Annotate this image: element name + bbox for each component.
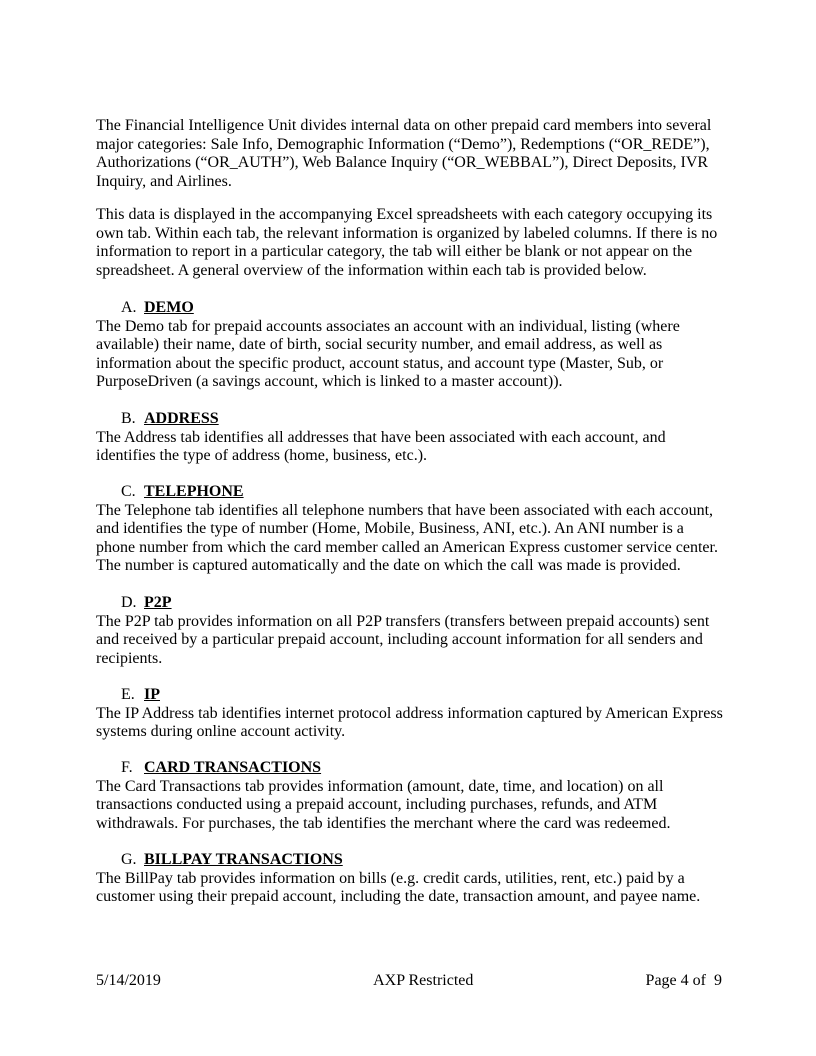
section-heading: BILLPAY TRANSACTIONS [144, 851, 343, 868]
section-body: The Card Transactions tab provides information (amount, date, time, and location) on all transactions conducted using a prepaid account, including purchases, refunds, and ATM withdrawals. For purchases, the tab identifies the merchant where the card was redeemed. [96, 777, 671, 832]
section-heading: TELEPHONE [144, 483, 244, 500]
section-ip [96, 686, 726, 742]
intro-paragraph: The Financial Intelligence Unit divides internal data on other prepaid card members into several major categories: Sale Info, Demographic Information (“Demo”), Redemptions (“OR_REDE”), Authorizations (“OR_AUTH”), Web Balance Inquiry (“OR_WEBBAL”), Direct Deposits, IVR Inquiry, and Airlines. [96, 117, 712, 190]
section-body: The Demo tab for prepaid accounts associates an account with an individual, listing (where available) their name, date of birth, social security number, and email address, as well as information about the specific product, account status, and account type (Master, Sub, or PurposeDriven (a savings account, which is linked to a master account)). [96, 317, 680, 390]
section-billpay-transactions [96, 851, 726, 907]
section-letter: E. [121, 686, 135, 703]
footer-date: 5/14/2019 [96, 972, 161, 989]
section-body: The BillPay tab provides information on bills (e.g. credit cards, utilities, rent, etc.) paid by a customer using their prepaid account, including the date, transaction amount, and payee name. [96, 869, 701, 905]
section-telephone [96, 483, 726, 576]
section-heading: CARD TRANSACTIONS [144, 759, 322, 776]
section-letter: F. [121, 759, 133, 776]
section-demo [96, 299, 726, 392]
section-letter: A. [121, 299, 137, 316]
section-heading: P2P [144, 594, 172, 611]
footer-page-number: Page 4 of 9 [645, 972, 722, 989]
footer-classification: AXP Restricted [373, 972, 474, 989]
section-body: The Telephone tab identifies all telephone numbers that have been associated with each account, and identifies the type of number (Home, Mobile, Business, ANI, etc.). An ANI number is a phone number from which the card member called an American Express customer service center. The number is captured automatically and the date on which the call was made is provided. [96, 501, 718, 574]
section-body: The P2P tab provides information on all P2P transfers (transfers between prepaid accounts) sent and received by a particular prepaid account, including account information for all senders and recipients. [96, 612, 710, 667]
page-footer [96, 972, 722, 991]
section-heading: ADDRESS [144, 410, 219, 427]
section-card-transactions [96, 759, 726, 833]
section-address [96, 410, 726, 466]
section-body: The IP Address tab identifies internet protocol address information captured by American Express systems during online account activity. [96, 704, 723, 740]
section-letter: B. [121, 410, 136, 427]
section-letter: D. [121, 594, 137, 611]
section-heading: DEMO [144, 299, 194, 316]
section-letter: G. [121, 851, 137, 868]
section-letter: C. [121, 483, 136, 500]
section-p2p [96, 594, 726, 668]
section-body: The Address tab identifies all addresses that have been associated with each account, and identifies the type of address (home, business, etc.). [96, 428, 666, 464]
section-heading: IP [144, 686, 160, 703]
intro-paragraph: This data is displayed in the accompanying Excel spreadsheets with each category occupying its own tab. Within each tab, the relevant information is organized by labeled columns. If there is no information to report in a particular category, the tab will either be blank or not appear on the spreadsheet. A general overview of the information within each tab is provided below. [96, 206, 718, 279]
